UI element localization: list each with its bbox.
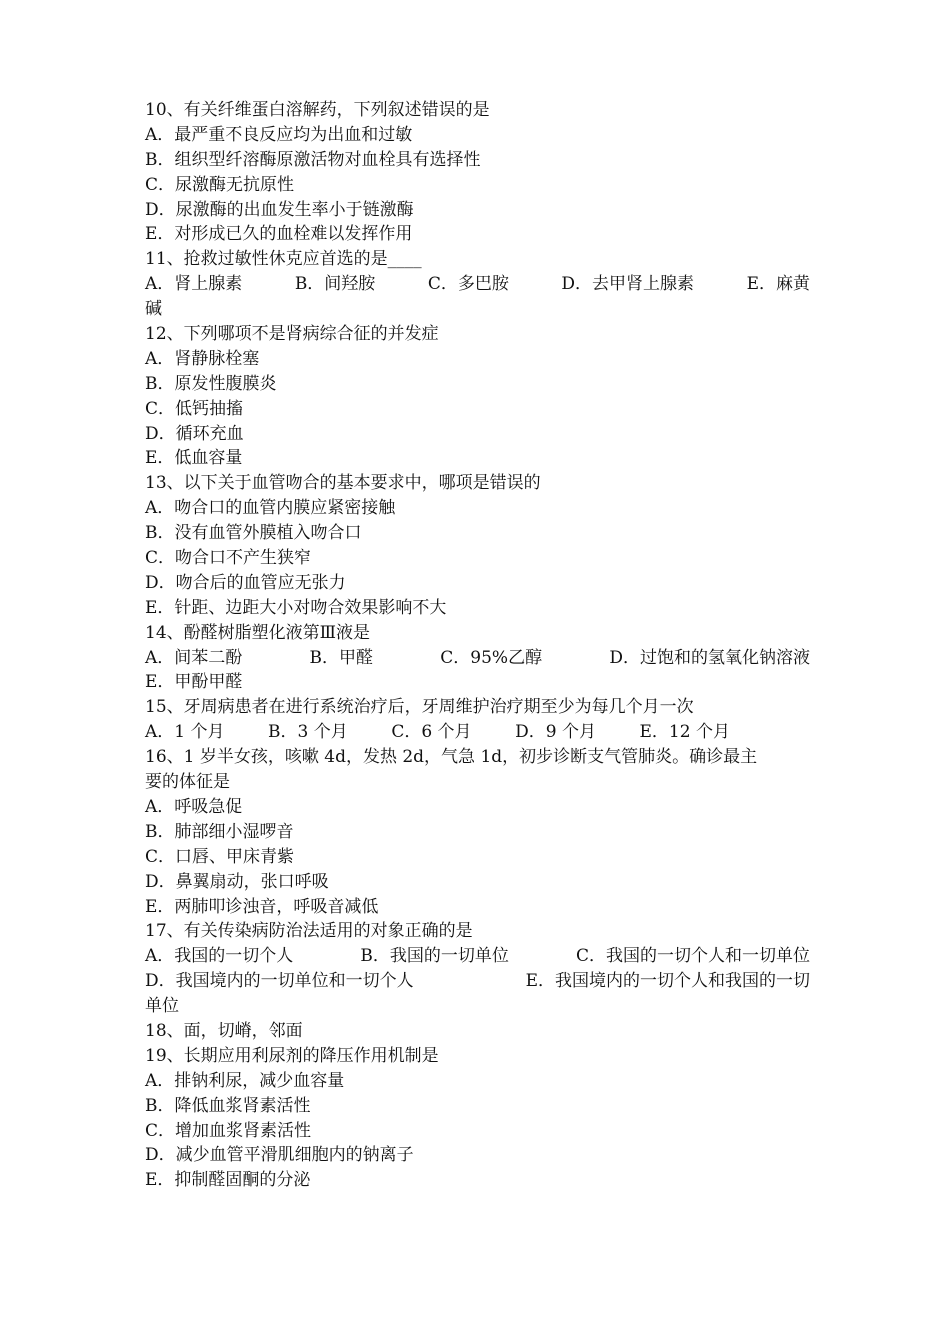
option-text: D．我国境内的一切单位和一切个人 (145, 971, 414, 992)
text-line: B．原发性腹膜炎 (145, 373, 277, 394)
text-line: B．组织型纤溶酶原激活物对血栓具有选择性 (145, 149, 481, 170)
option-text: D．去甲肾上腺素 (561, 274, 695, 295)
option-text: B．我国的一切单位 (360, 946, 509, 967)
option-text: C．6 个月 (391, 722, 472, 743)
text-line: C．口唇、甲床青紫 (145, 846, 295, 867)
text-line: 17、有关传染病防治法适用的对象正确的是 (145, 921, 473, 942)
text-line: E．对形成已久的血栓难以发挥作用 (145, 224, 413, 245)
option-text: A．我国的一切个人 (145, 946, 294, 967)
text-line: A．肾静脉栓塞 (145, 348, 260, 369)
text-line: 10、有关纤维蛋白溶解药，下列叙述错误的是 (145, 100, 490, 120)
text-line: E．针距、边距大小对吻合效果影响不大 (145, 597, 447, 618)
option-text: B．3 个月 (268, 722, 348, 743)
option-text: B．甲醛 (309, 647, 374, 668)
text-line: E．抑制醛固酮的分泌 (145, 1170, 311, 1191)
text-line: A．呼吸急促 (145, 796, 243, 817)
text-line: B．没有血管外膜植入吻合口 (145, 523, 362, 544)
text-line: 碱 (145, 299, 162, 320)
text-line: C．低钙抽搐 (145, 398, 244, 419)
option-text: E．我国境内的一切个人和我国的一切 (525, 971, 810, 992)
text-line: 18、面，切嵴，邻面 (145, 1020, 303, 1041)
text-line: 16、1 岁半女孩，咳嗽 4d，发热 2d，气急 1d，初步诊断支气管肺炎。确诊最主 (145, 747, 758, 768)
text-line: 要的体征是 (145, 772, 230, 793)
option-text: D．过饱和的氢氧化钠溶液 (609, 647, 810, 668)
text-line: 单位 (145, 996, 179, 1017)
text-line: 12、下列哪项不是肾病综合征的并发症 (145, 324, 439, 345)
text-line: B．肺部细小湿啰音 (145, 821, 294, 842)
option-text: A．肾上腺素 (145, 274, 243, 295)
option-text: C．多巴胺 (427, 274, 509, 295)
option-text: C．95%乙醇 (440, 647, 543, 668)
text-line: 11、抢救过敏性休克应首选的是____ (145, 249, 422, 270)
options-row (145, 272, 810, 297)
question-text-block (145, 98, 810, 1193)
option-text: C．我国的一切个人和一切单位 (575, 946, 810, 967)
option-text: D．9 个月 (515, 722, 596, 743)
options-row (145, 720, 730, 745)
text-line: A．排钠利尿，减少血容量 (145, 1070, 345, 1091)
text-line: E．两肺叩诊浊音，呼吸音减低 (145, 896, 379, 917)
text-line: 13、以下关于血管吻合的基本要求中，哪项是错误的 (145, 473, 541, 494)
options-row (145, 944, 810, 969)
options-row (145, 969, 810, 994)
text-line: D．鼻翼扇动，张口呼吸 (145, 871, 329, 892)
option-text: E．麻黄 (746, 274, 810, 295)
text-line: C．尿激酶无抗原性 (145, 174, 295, 195)
option-text: A．1 个月 (145, 722, 225, 743)
text-line: E．甲酚甲醛 (145, 672, 243, 693)
text-line: D．循环充血 (145, 423, 244, 444)
option-text: B．间羟胺 (294, 274, 376, 295)
text-line: 15、牙周病患者在进行系统治疗后，牙周维护治疗期至少为每几个月一次 (145, 697, 694, 718)
text-line: D．吻合后的血管应无张力 (145, 572, 346, 593)
text-line: 14、酚醛树脂塑化液第Ⅲ液是 (145, 622, 371, 643)
text-line: C．增加血浆肾素活性 (145, 1120, 312, 1141)
text-line: D．尿激酶的出血发生率小于链激酶 (145, 199, 414, 220)
text-line: A．最严重不良反应均为出血和过敏 (145, 124, 413, 145)
text-line: C．吻合口不产生狭窄 (145, 548, 312, 569)
options-row (145, 646, 810, 671)
text-line: 19、长期应用利尿剂的降压作用机制是 (145, 1045, 439, 1066)
text-line: B．降低血浆肾素活性 (145, 1095, 311, 1116)
text-line: A．吻合口的血管内膜应紧密接触 (145, 498, 396, 519)
option-text: A．间苯二酚 (145, 647, 243, 668)
text-line: E．低血容量 (145, 448, 243, 469)
text-line: D．减少血管平滑肌细胞内的钠离子 (145, 1145, 414, 1166)
option-text: E．12 个月 (639, 722, 730, 743)
